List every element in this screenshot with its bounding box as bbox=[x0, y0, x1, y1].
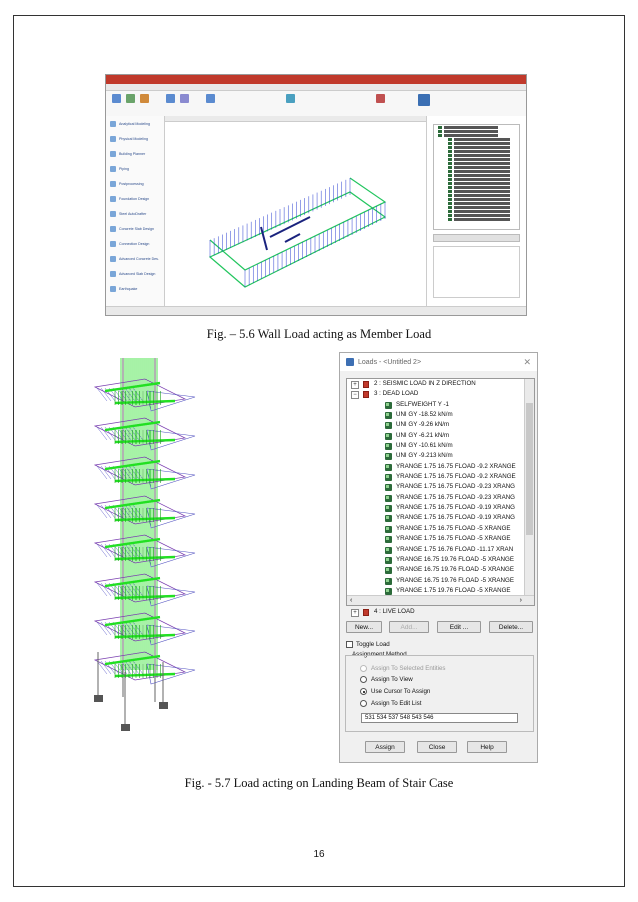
sidebar-workflow-item[interactable] bbox=[106, 176, 164, 191]
mini-tree-row bbox=[448, 202, 510, 205]
load-item-label: UNI GY -6.21 kN/m bbox=[396, 431, 450, 439]
load-item-row[interactable] bbox=[347, 576, 534, 586]
delete-button[interactable]: Delete... bbox=[489, 621, 533, 633]
workflow-label: Postprocessing bbox=[119, 181, 144, 186]
scroll-thumb[interactable] bbox=[526, 403, 533, 535]
workflow-icon bbox=[110, 151, 116, 157]
assign-view-label: Assign To View bbox=[371, 676, 413, 683]
load-item-label: YRANGE 1.75 16.75 FLOAD -9.2 XRANGE bbox=[396, 462, 516, 470]
sidebar-workflow-item[interactable] bbox=[106, 281, 164, 296]
load-item-label: YRANGE 1.75 16.75 FLOAD -9.23 XRANG bbox=[396, 493, 515, 501]
load-item-icon bbox=[385, 515, 392, 522]
figure-5-6-screenshot bbox=[105, 74, 527, 316]
workflow-label: Steel AutoDrafter bbox=[119, 211, 147, 216]
workflow-label: Advanced Concrete Des. bbox=[119, 256, 159, 261]
load-case-icon bbox=[363, 391, 369, 398]
loads-app-icon bbox=[346, 358, 354, 366]
expand-icon[interactable]: + bbox=[351, 609, 359, 617]
figure-5-7-caption: Fig. - 5.7 Load acting on Landing Beam of Stair Case bbox=[184, 776, 454, 790]
toggle-load-checkbox[interactable] bbox=[346, 641, 353, 648]
mini-tree-row bbox=[448, 178, 510, 181]
load-item-icon bbox=[385, 495, 392, 502]
load-item-row[interactable] bbox=[347, 534, 534, 544]
ribbon-icon bbox=[126, 94, 135, 103]
load-item-row[interactable] bbox=[347, 451, 534, 461]
workflow-icon bbox=[110, 286, 116, 292]
load-item-icon bbox=[385, 453, 392, 460]
load-case-label: 3 : DEAD LOAD bbox=[374, 390, 419, 398]
app-sidebar bbox=[106, 116, 165, 307]
sidebar-workflow-item[interactable] bbox=[106, 131, 164, 146]
close-icon[interactable]: ✕ bbox=[523, 356, 531, 367]
new-button[interactable]: New... bbox=[346, 621, 382, 633]
load-case-label: 4 : LIVE LOAD bbox=[374, 607, 415, 615]
app-titlebar bbox=[106, 75, 526, 84]
assignment-method-title: Assignment Method bbox=[352, 651, 407, 658]
mini-tree-row bbox=[448, 146, 510, 149]
load-item-icon bbox=[385, 433, 392, 440]
load-item-icon bbox=[385, 474, 392, 481]
mini-tree-row bbox=[448, 218, 510, 221]
load-item-row[interactable] bbox=[347, 420, 534, 430]
radio-use-cursor[interactable] bbox=[360, 688, 367, 695]
ribbon-icon bbox=[166, 94, 175, 103]
load-item-label: YRANGE 1.75 16.75 FLOAD -9.19 XRANG bbox=[396, 504, 515, 512]
load-item-row[interactable] bbox=[347, 565, 534, 575]
collapse-icon[interactable]: − bbox=[351, 391, 359, 399]
add-button[interactable]: Add... bbox=[389, 621, 429, 633]
close-button[interactable]: Close bbox=[417, 741, 457, 753]
load-item-label: UNI GY -9.213 kN/m bbox=[396, 452, 453, 460]
load-item-row[interactable] bbox=[347, 555, 534, 565]
loads-tree[interactable] bbox=[346, 378, 535, 616]
sidebar-workflow-item[interactable] bbox=[106, 236, 164, 251]
ribbon-icon bbox=[286, 94, 295, 103]
radio-assign-view[interactable] bbox=[360, 676, 367, 683]
load-case-row[interactable] bbox=[347, 389, 534, 399]
stair-structure-model bbox=[85, 352, 215, 742]
load-item-row[interactable] bbox=[347, 503, 534, 513]
expand-icon[interactable]: + bbox=[351, 381, 359, 389]
load-case-icon bbox=[363, 609, 369, 616]
workflow-icon bbox=[110, 211, 116, 217]
app-menubar bbox=[106, 84, 526, 91]
load-item-label: UNI GY -18.52 kN/m bbox=[396, 411, 453, 419]
load-item-icon bbox=[385, 526, 392, 533]
mini-tree-row bbox=[448, 194, 510, 197]
app-ribbon bbox=[106, 91, 526, 118]
workflow-label: Earthquake bbox=[119, 286, 138, 291]
load-case-row[interactable] bbox=[347, 379, 534, 389]
load-item-label: YRANGE 1.75 16.75 FLOAD -9.2 XRANGE bbox=[396, 473, 516, 481]
workflow-icon bbox=[110, 181, 116, 187]
load-item-label: SELFWEIGHT Y -1 bbox=[396, 400, 449, 408]
edit-button[interactable]: Edit ... bbox=[437, 621, 481, 633]
mini-tree-row bbox=[448, 182, 510, 185]
load-case-icon bbox=[363, 381, 369, 388]
loads-tree-mini bbox=[433, 124, 520, 230]
workflow-icon bbox=[110, 136, 116, 142]
load-item-row[interactable] bbox=[347, 400, 534, 410]
sidebar-workflow-item[interactable] bbox=[106, 206, 164, 221]
load-item-row[interactable] bbox=[347, 431, 534, 441]
assign-button[interactable]: Assign bbox=[365, 741, 405, 753]
workflow-icon bbox=[110, 226, 116, 232]
load-item-icon bbox=[385, 464, 392, 471]
load-item-row[interactable] bbox=[347, 493, 534, 503]
sidebar-workflow-item[interactable] bbox=[106, 221, 164, 236]
workflow-label: Concrete Slab Design bbox=[119, 226, 154, 231]
load-case-label: 2 : SEISMIC LOAD IN Z DIRECTION bbox=[374, 380, 476, 387]
load-item-icon bbox=[385, 588, 392, 595]
mini-tree-row bbox=[448, 158, 510, 161]
workflow-label: Connection Design bbox=[119, 241, 150, 246]
load-item-label: YRANGE 1.75 16.76 FLOAD -11.17 XRAN bbox=[396, 545, 514, 553]
loads-dialog bbox=[339, 352, 538, 763]
load-item-row[interactable] bbox=[347, 524, 534, 534]
load-case-row[interactable] bbox=[347, 607, 534, 617]
mini-tree-row bbox=[438, 134, 498, 137]
load-item-label: YRANGE 16.75 19.76 FLOAD -5 XRANGE bbox=[396, 566, 514, 574]
load-item-label: YRANGE 1.75 16.75 FLOAD -5 XRANGE bbox=[396, 524, 511, 532]
ribbon-icon bbox=[112, 94, 121, 103]
load-item-icon bbox=[385, 402, 392, 409]
horizontal-scrollbar[interactable] bbox=[347, 595, 534, 605]
load-item-row[interactable] bbox=[347, 513, 534, 523]
load-item-label: YRANGE 16.75 19.76 FLOAD -5 XRANGE bbox=[396, 576, 514, 584]
load-item-icon bbox=[385, 412, 392, 419]
assignment-group-mini bbox=[433, 246, 520, 298]
radio-edit-list[interactable] bbox=[360, 700, 367, 707]
sidebar-workflow-item[interactable] bbox=[106, 251, 164, 266]
load-item-label: YRANGE 1.75 19.76 FLOAD -5 XRANGE bbox=[396, 586, 511, 594]
workflow-icon bbox=[110, 256, 116, 262]
sidebar-workflow-item[interactable] bbox=[106, 191, 164, 206]
use-cursor-label: Use Cursor To Assign bbox=[371, 688, 431, 695]
workflow-label: Physical Modeling bbox=[119, 136, 148, 141]
load-item-icon bbox=[385, 557, 392, 564]
toggle-load-label: Toggle Load bbox=[356, 641, 390, 648]
mini-tree-row bbox=[448, 174, 510, 177]
radio-assign-selected[interactable] bbox=[360, 665, 367, 672]
load-item-label: YRANGE 1.75 16.75 FLOAD -5 XRANGE bbox=[396, 535, 511, 543]
load-item-icon bbox=[385, 578, 392, 585]
mini-tree-row bbox=[448, 170, 510, 173]
load-item-icon bbox=[385, 505, 392, 512]
mini-tree-row bbox=[448, 210, 510, 213]
loads-buttons-mini bbox=[433, 234, 520, 242]
mini-tree-row bbox=[448, 166, 510, 169]
mini-tree-row bbox=[448, 206, 510, 209]
workflow-label: Advanced Slab Design bbox=[119, 271, 156, 276]
dialog-title: Loads - <Untitled 2> bbox=[358, 358, 422, 366]
workflow-label: Analytical Modeling bbox=[119, 121, 150, 126]
mini-tree-row bbox=[438, 130, 498, 133]
assign-selected-label: Assign To Selected Entities bbox=[371, 665, 446, 672]
load-item-row[interactable] bbox=[347, 545, 534, 555]
workflow-icon bbox=[110, 196, 116, 202]
workflow-label: Foundation Design bbox=[119, 196, 150, 201]
sidebar-workflow-item[interactable] bbox=[106, 266, 164, 281]
model-viewport bbox=[165, 116, 426, 307]
load-item-label: YRANGE 1.75 16.75 FLOAD -9.19 XRANG bbox=[396, 514, 515, 522]
mini-tree-row bbox=[448, 186, 510, 189]
mini-tree-row bbox=[448, 142, 510, 145]
help-button[interactable]: Help bbox=[467, 741, 507, 753]
workflow-icon bbox=[110, 121, 116, 127]
workflow-icon bbox=[110, 271, 116, 277]
ribbon-icon bbox=[140, 94, 149, 103]
mini-tree-row bbox=[448, 214, 510, 217]
sidebar-workflow-item[interactable] bbox=[106, 146, 164, 161]
mini-tree-row bbox=[448, 190, 510, 193]
workflow-label: Piping bbox=[119, 166, 129, 171]
load-item-icon bbox=[385, 484, 392, 491]
figure-5-6-caption: Fig. – 5.6 Wall Load acting as Member Load bbox=[206, 327, 432, 341]
ribbon-icon bbox=[206, 94, 215, 103]
app-statusbar bbox=[106, 306, 526, 315]
load-item-icon bbox=[385, 567, 392, 574]
edit-list-label: Assign To Edit List bbox=[371, 700, 422, 707]
mini-tree-row bbox=[448, 162, 510, 165]
workflow-icon bbox=[110, 166, 116, 172]
mini-tree-row bbox=[448, 154, 510, 157]
workflow-icon bbox=[110, 241, 116, 247]
load-item-label: UNI GY -9.26 kN/m bbox=[396, 421, 450, 429]
scroll-right-icon[interactable]: › bbox=[519, 597, 522, 604]
ribbon-icon bbox=[376, 94, 385, 103]
load-item-label: YRANGE 1.75 16.75 FLOAD -9.23 XRANG bbox=[396, 483, 515, 491]
load-item-row[interactable] bbox=[347, 462, 534, 472]
load-item-row[interactable] bbox=[347, 472, 534, 482]
load-item-icon bbox=[385, 536, 392, 543]
load-item-row[interactable] bbox=[347, 482, 534, 492]
load-item-icon bbox=[385, 422, 392, 429]
edit-list-field[interactable]: 531 534 537 548 543 546 bbox=[361, 713, 518, 723]
dialog-titlebar bbox=[340, 353, 537, 371]
load-item-icon bbox=[385, 443, 392, 450]
mini-tree-row bbox=[448, 150, 510, 153]
sidebar-workflow-item[interactable] bbox=[106, 116, 164, 131]
scroll-left-icon[interactable]: ‹ bbox=[350, 597, 353, 604]
mini-tree-row bbox=[448, 138, 510, 141]
page-number: 16 bbox=[313, 849, 325, 860]
load-item-row[interactable] bbox=[347, 441, 534, 451]
building-model-3d bbox=[165, 122, 425, 302]
ribbon-icon bbox=[180, 94, 189, 103]
loads-panel bbox=[426, 116, 526, 307]
load-item-icon bbox=[385, 547, 392, 554]
workflow-label: Building Planner bbox=[119, 151, 146, 156]
sidebar-workflow-item[interactable] bbox=[106, 161, 164, 176]
load-item-label: UNI GY -10.61 kN/m bbox=[396, 442, 453, 450]
load-item-label: YRANGE 16.75 19.76 FLOAD -5 XRANGE bbox=[396, 555, 514, 563]
vertical-scrollbar[interactable] bbox=[524, 379, 534, 597]
load-item-row[interactable] bbox=[347, 410, 534, 420]
ribbon-icon bbox=[418, 94, 430, 106]
mini-tree-row bbox=[448, 198, 510, 201]
mini-tree-row bbox=[438, 126, 498, 129]
